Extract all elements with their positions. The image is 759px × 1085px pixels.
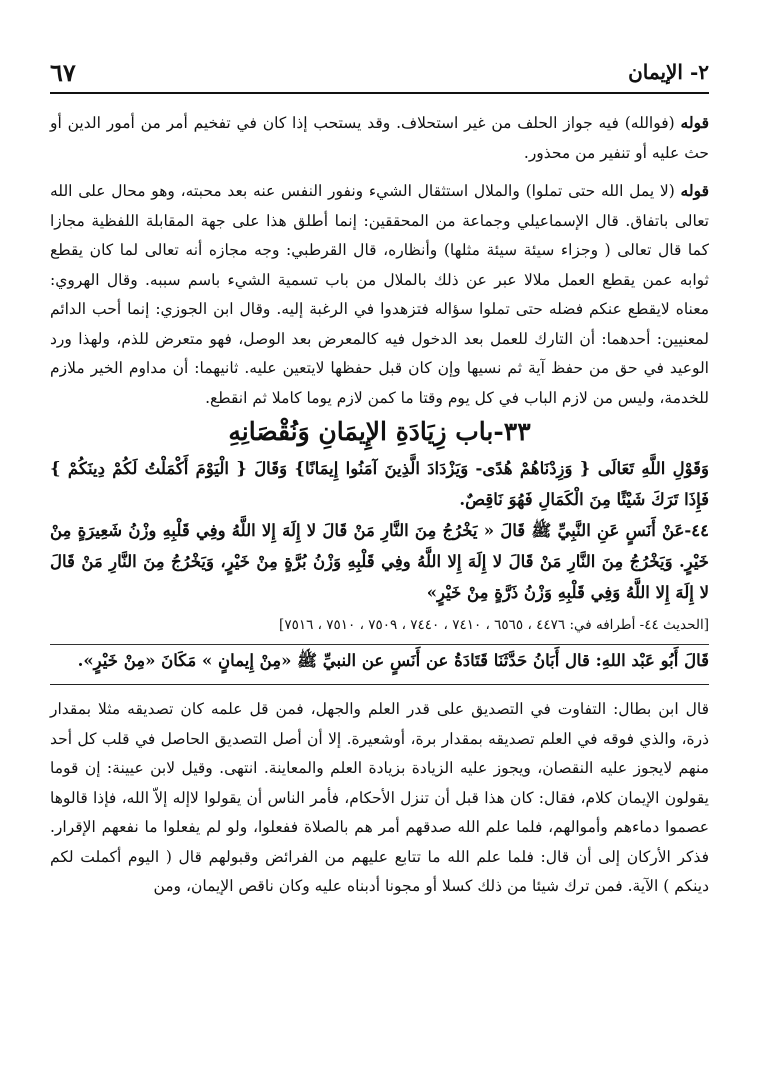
commentary-paragraph [50, 108, 709, 168]
isnad-note: قَالَ أَبُو عَبْد اللهِ: قال أَبَانُ حَدَّثَنَا قَتَادَةُ عن أَنَسٍ عن النبيِّ ﷺ «مِنْ إِيمانٍ » مَكَانَ «مِنْ خَيْرٍ». [77, 651, 709, 670]
hadith-references: [الحديث ٤٤- أطرافه في: ٤٤٧٦ ، ٦٥٦٥ ، ٧٤١٠ ، ٧٤٤٠ ، ٧٥٠٩ ، ٧٥١٠ ، ٧٥١٦] [50, 612, 709, 645]
chapter-heading: ٣٣-باب زِيَادَةِ الإِيمَانِ وَنُقْصَانِهِ [228, 417, 531, 446]
commentary-text: (فوالله) فيه جواز الحلف من غير استحلاف. وقد يستحب إذا كان في تفخيم أمر من أمور الدين أو حث عليه أو تنفير من محذور. [50, 114, 709, 162]
commentary-text: (لا يمل الله حتى تملوا) والملال استثقال الشيء ونفور النفس عنه بعد محبته، وهو محال على الله تعالى باتفاق. قال الإسماعيلي وجماعة من المحققين: إنما أطلق هذا على جهة المقابلة اللفظية مجازا كما قال تعالى ( وجزاء سيئة سيئة مثلها) وأنظاره، قال القرطبي: وجه مجازه أنه تعالى لما كان يقطع ثوابه عمن يقطع العمل ملالا عبر عن ذلك بالملال من باب تسمية الشيء باسم سببه. وقال الهروي: معناه لايقطع عنكم فضله حتى تملوا سؤاله فتزهدوا في الرغبة إليه. وقال ابن الجوزي: إنما أحب الدائم لمعنيين: أحدهما: أن التارك للعمل بعد الدخول فيه كالمعرض بعد الوصل، فهو متعرض للذم، ولهذا ورد الوعيد في حق من حفظ آية ثم نسيها وإن كان قبل حفظها لايتعين عليه. ثانيهما: أن مداوم الخير ملازم للخدمة، وليس من لازم الباب في كل يوم وقتا ما كمن لازم يوما كاملا ثم انقطع. [50, 182, 709, 407]
hadith-text: ٤٤-عَنْ أَنَسٍ عَنِ النَّبِيِّ ﷺ قَالَ « يَخْرُجُ مِنَ النَّارِ مَنْ قَالَ لا إِلَهَ إِلا اللَّهُ وفِي قَلْبِهِ وزْنُ شَعِيرَةٍ مِنْ خَيْرٍ. وَيَخْرُجُ مِنَ النَّارِ مَنْ قَالَ لا إِلَهَ إِلا اللَّهُ وفِي قَلْبِهِ وَزْنُ بُرَّةٍ مِنْ خَيْرٍ، وَيَخْرُجُ مِنَ النَّارِ مَنْ قَالَ لا إِلَهَ إِلا اللَّهُ وَفِي قَلْبِهِ وَزْنُ ذَرَّةٍ مِنْ خَيْرٍ» [50, 521, 709, 602]
commentary-keyword: قوله [680, 113, 709, 132]
page-number: ٦٧ [50, 58, 76, 87]
page-header [50, 52, 709, 94]
commentary-paragraph [50, 176, 709, 413]
quran-verse-text: وَقَوْلِ اللَّهِ تَعَالَى { وَزِدْنَاهُمْ هُدًى- وَيَزْدَادَ الَّذِينَ آمَنُوا إِيمَانًا} وَقَالَ { الْيَوْمَ أَكْمَلْتُ لَكُمْ دِينَكُمْ } فَإِذَا تَرَكَ شَيْئًا مِنَ الْكَمَالِ فَهُوَ نَاقِصٌ. [50, 459, 709, 509]
running-chapter-title: ٢- الإيمان [628, 60, 709, 84]
commentary-paragraph-bottom: قال ابن بطال: التفاوت في التصديق على قدر العلم والجهل، فمن قل علمه كان تصديقه مثلا بمقدار ذرة، والذي فوقه في العلم تصديقه بمقدار برة، أوشعيرة. إلا أن أصل التصديق الحاصل في قلب كل أحد منهم لايجوز عليه النقصان، ويجوز عليه الزيادة بزيادة العلم والمعاينة. انتهى. وقيل لابن عيينة: إن قوما يقولون الإيمان كلام، فقال: كان هذا قبل أن تنزل الأحكام، فأمر الناس أن يقولوا لاإله إلاّ الله، فإذا قالوها عصموا دماءهم وأموالهم، فلما علم الله صدقهم أمر هم بالصلاة ففعلوا، ولو لم يفعلوا ما نفعهم الإقرار. فذكر الأركان إلى أن قال: فلما علم الله ما تتابع عليهم من الفرائض وقبولهم قال ( اليوم أكملت لكم دينكم ) الآية. فمن ترك شيئا من ذلك كسلا أو مجونا أدبناه عليه وكان ناقص الإيمان، ومن [50, 700, 709, 895]
page-body [50, 108, 709, 902]
commentary-keyword: قوله [680, 181, 709, 200]
section-divider [50, 684, 709, 685]
